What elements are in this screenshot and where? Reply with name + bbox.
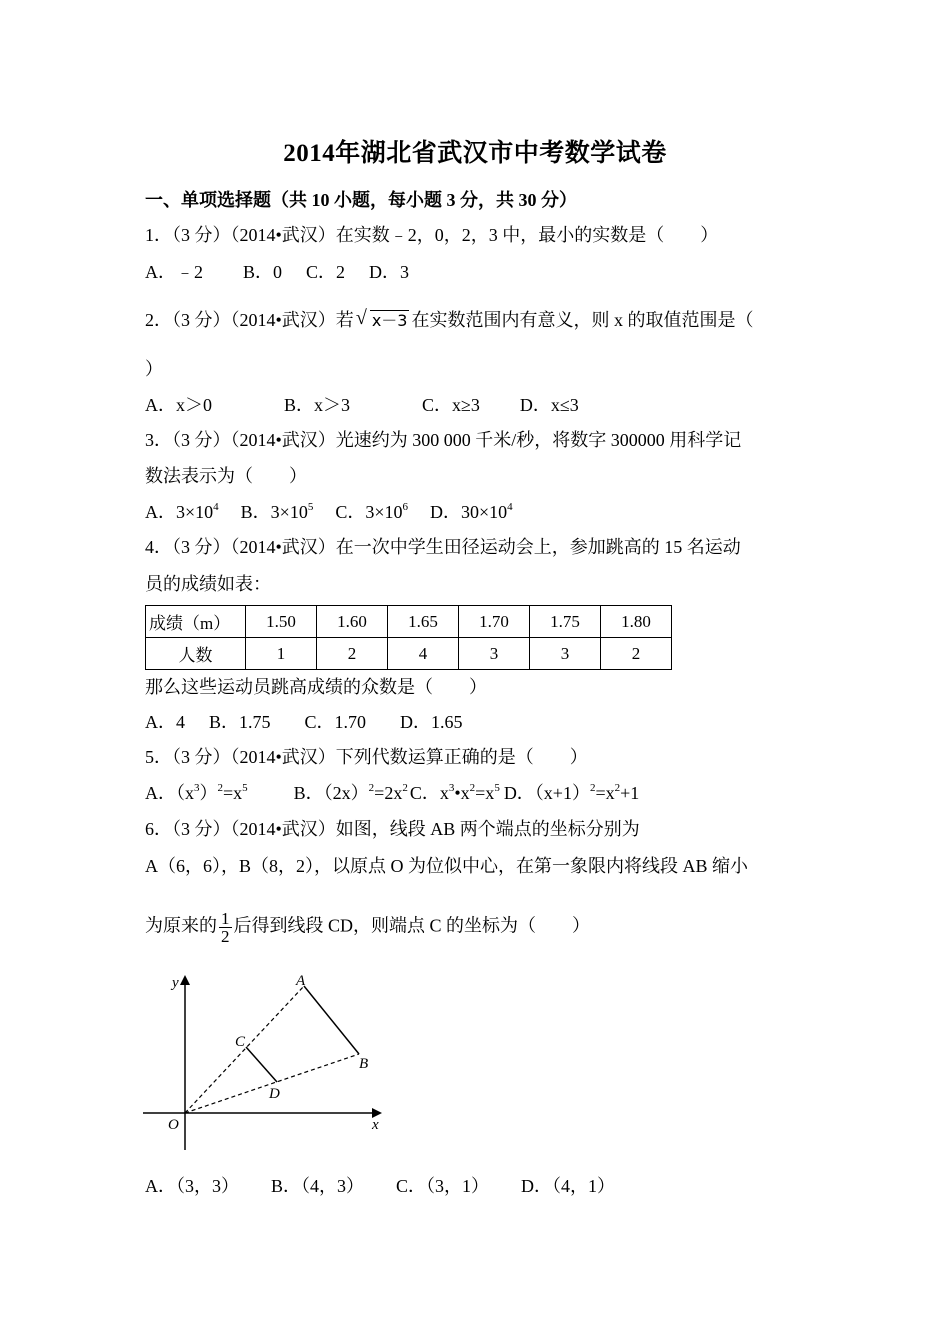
score-table: [145, 605, 672, 670]
table-cell: 1.75: [530, 606, 601, 638]
question-2-stem-close: ）: [145, 359, 163, 379]
radical-sign-icon: √: [355, 307, 367, 329]
point-a-label: A: [296, 973, 306, 989]
question-6-stem-line2: A（6，6），B（8，2），以原点 O 为位似中心，在第一象限内将线段 AB 缩小: [145, 856, 749, 876]
question-2-stem-end: 在实数范围内有意义，则 x 的取值范围是（: [411, 310, 754, 330]
table-cell: 2: [317, 638, 388, 670]
question-4-stem-line1: 4．（3 分）（2014•武汉）在一次中学生田径运动会上，参加跳高的 15 名运动: [145, 537, 741, 557]
option-b: B．x＞3: [284, 395, 351, 415]
option-d: D．$(x+1)^2=x^2+1$: [503, 782, 640, 803]
question-3-stem-line1: 3．（3 分）（2014•武汉）光速约为 300 000 千米/秒，将数字 300000 用科学记: [145, 430, 742, 450]
table-cell: 4: [388, 638, 459, 670]
y-axis-arrow-icon: [180, 975, 190, 985]
option-a: A．$3\times 10^4$: [145, 501, 219, 522]
question-1-options: [145, 260, 409, 284]
table-cell: 3: [459, 638, 530, 670]
table-cell: 1.50: [246, 606, 317, 638]
point-c-label: C: [235, 1034, 246, 1050]
square-root: [356, 308, 410, 333]
question-5-stem: 5．（3 分）（2014•武汉）下列代数运算正确的是（ ）: [145, 747, 588, 767]
section-heading: 一、单项选择题（共 10 小题，每小题 3 分，共 30 分）: [145, 190, 577, 210]
question-2-stem-start: 2．（3 分）（2014•武汉）若: [145, 310, 354, 330]
table-header-cell: 成绩（m）: [146, 606, 246, 638]
ray-ob: [185, 1054, 359, 1113]
question-2-options: [145, 393, 579, 417]
fraction-numerator: 1: [221, 909, 230, 928]
option-d: D．3: [369, 262, 410, 282]
question-6-stem-line3: [145, 910, 590, 945]
question-6-stem-end: 后得到线段 CD，则端点 C 的坐标为（ ）: [233, 915, 591, 936]
question-4-stem-line3: 那么这些运动员跳高成绩的众数是（ ）: [145, 677, 487, 697]
question-6-stem-start: 为原来的: [145, 915, 217, 936]
option-a: A．（3，3）: [145, 1176, 239, 1196]
segment-ab: [304, 986, 359, 1054]
option-c: C．2: [306, 262, 346, 282]
y-label: y: [172, 975, 179, 991]
origin-label: O: [168, 1117, 179, 1133]
question-3-options: [145, 500, 513, 524]
page-title: 2014年湖北省武汉市中考数学试卷: [283, 140, 667, 167]
table-row: [146, 638, 672, 670]
question-4-stem-line2: 员的成绩如表：: [145, 574, 271, 594]
table-header-cell: 人数: [146, 638, 246, 670]
table-cell: 1.65: [388, 606, 459, 638]
option-b: B．$3\times 10^5$: [240, 501, 314, 522]
table-cell: 1.70: [459, 606, 530, 638]
option-a: A．4: [145, 712, 185, 732]
table-cell: 3: [530, 638, 601, 670]
question-5-options: [145, 781, 639, 805]
option-c: C．1.70: [304, 712, 367, 732]
question-3-stem-line2: 数法表示为（ ）: [145, 466, 307, 486]
option-b: B．0: [243, 262, 283, 282]
fraction: [219, 910, 232, 945]
option-c: C．$3\times 10^6$: [335, 501, 408, 522]
option-d: D．$30\times 10^4$: [430, 501, 513, 522]
table-cell: 2: [601, 638, 672, 670]
question-1-stem: 1．（3 分）（2014•武汉）在实数﹣2，0，2，3 中，最小的实数是（ ）: [145, 225, 719, 245]
fraction-denominator: 2: [221, 927, 230, 946]
table-cell: 1.60: [317, 606, 388, 638]
option-a: A．$(x^3)^2=x^5$: [145, 782, 248, 803]
x-label: x: [372, 1117, 379, 1133]
option-d: D．（4，1）: [521, 1176, 616, 1196]
option-d: D．x≤3: [519, 395, 579, 415]
table-row: [146, 606, 672, 638]
radicand: x－3: [371, 311, 408, 330]
question-4-options: [145, 710, 463, 734]
question-6-options: [145, 1174, 615, 1198]
option-c: C．$x^3•x^2=x^5$: [409, 782, 500, 803]
question-2-stem: [145, 308, 753, 333]
segment-cd: [246, 1047, 277, 1082]
option-b: B．$(2x)^2=2x^2$: [293, 782, 408, 803]
table-cell: 1.80: [601, 606, 672, 638]
coordinate-figure: [140, 965, 400, 1160]
option-a: A．x＞0: [145, 395, 212, 415]
point-b-label: B: [359, 1056, 369, 1072]
option-b: B．（4，3）: [271, 1176, 365, 1196]
point-d-label: D: [269, 1086, 280, 1102]
option-a: A．﹣2: [145, 262, 203, 282]
table-cell: 1: [246, 638, 317, 670]
question-6-stem-line1: 6．（3 分）（2014•武汉）如图，线段 AB 两个端点的坐标分别为: [145, 819, 640, 839]
option-c: C．（3，1）: [396, 1176, 490, 1196]
option-b: B．1.75: [209, 712, 271, 732]
option-d: D．1.65: [400, 712, 463, 732]
option-c: C．x≥3: [422, 395, 480, 415]
